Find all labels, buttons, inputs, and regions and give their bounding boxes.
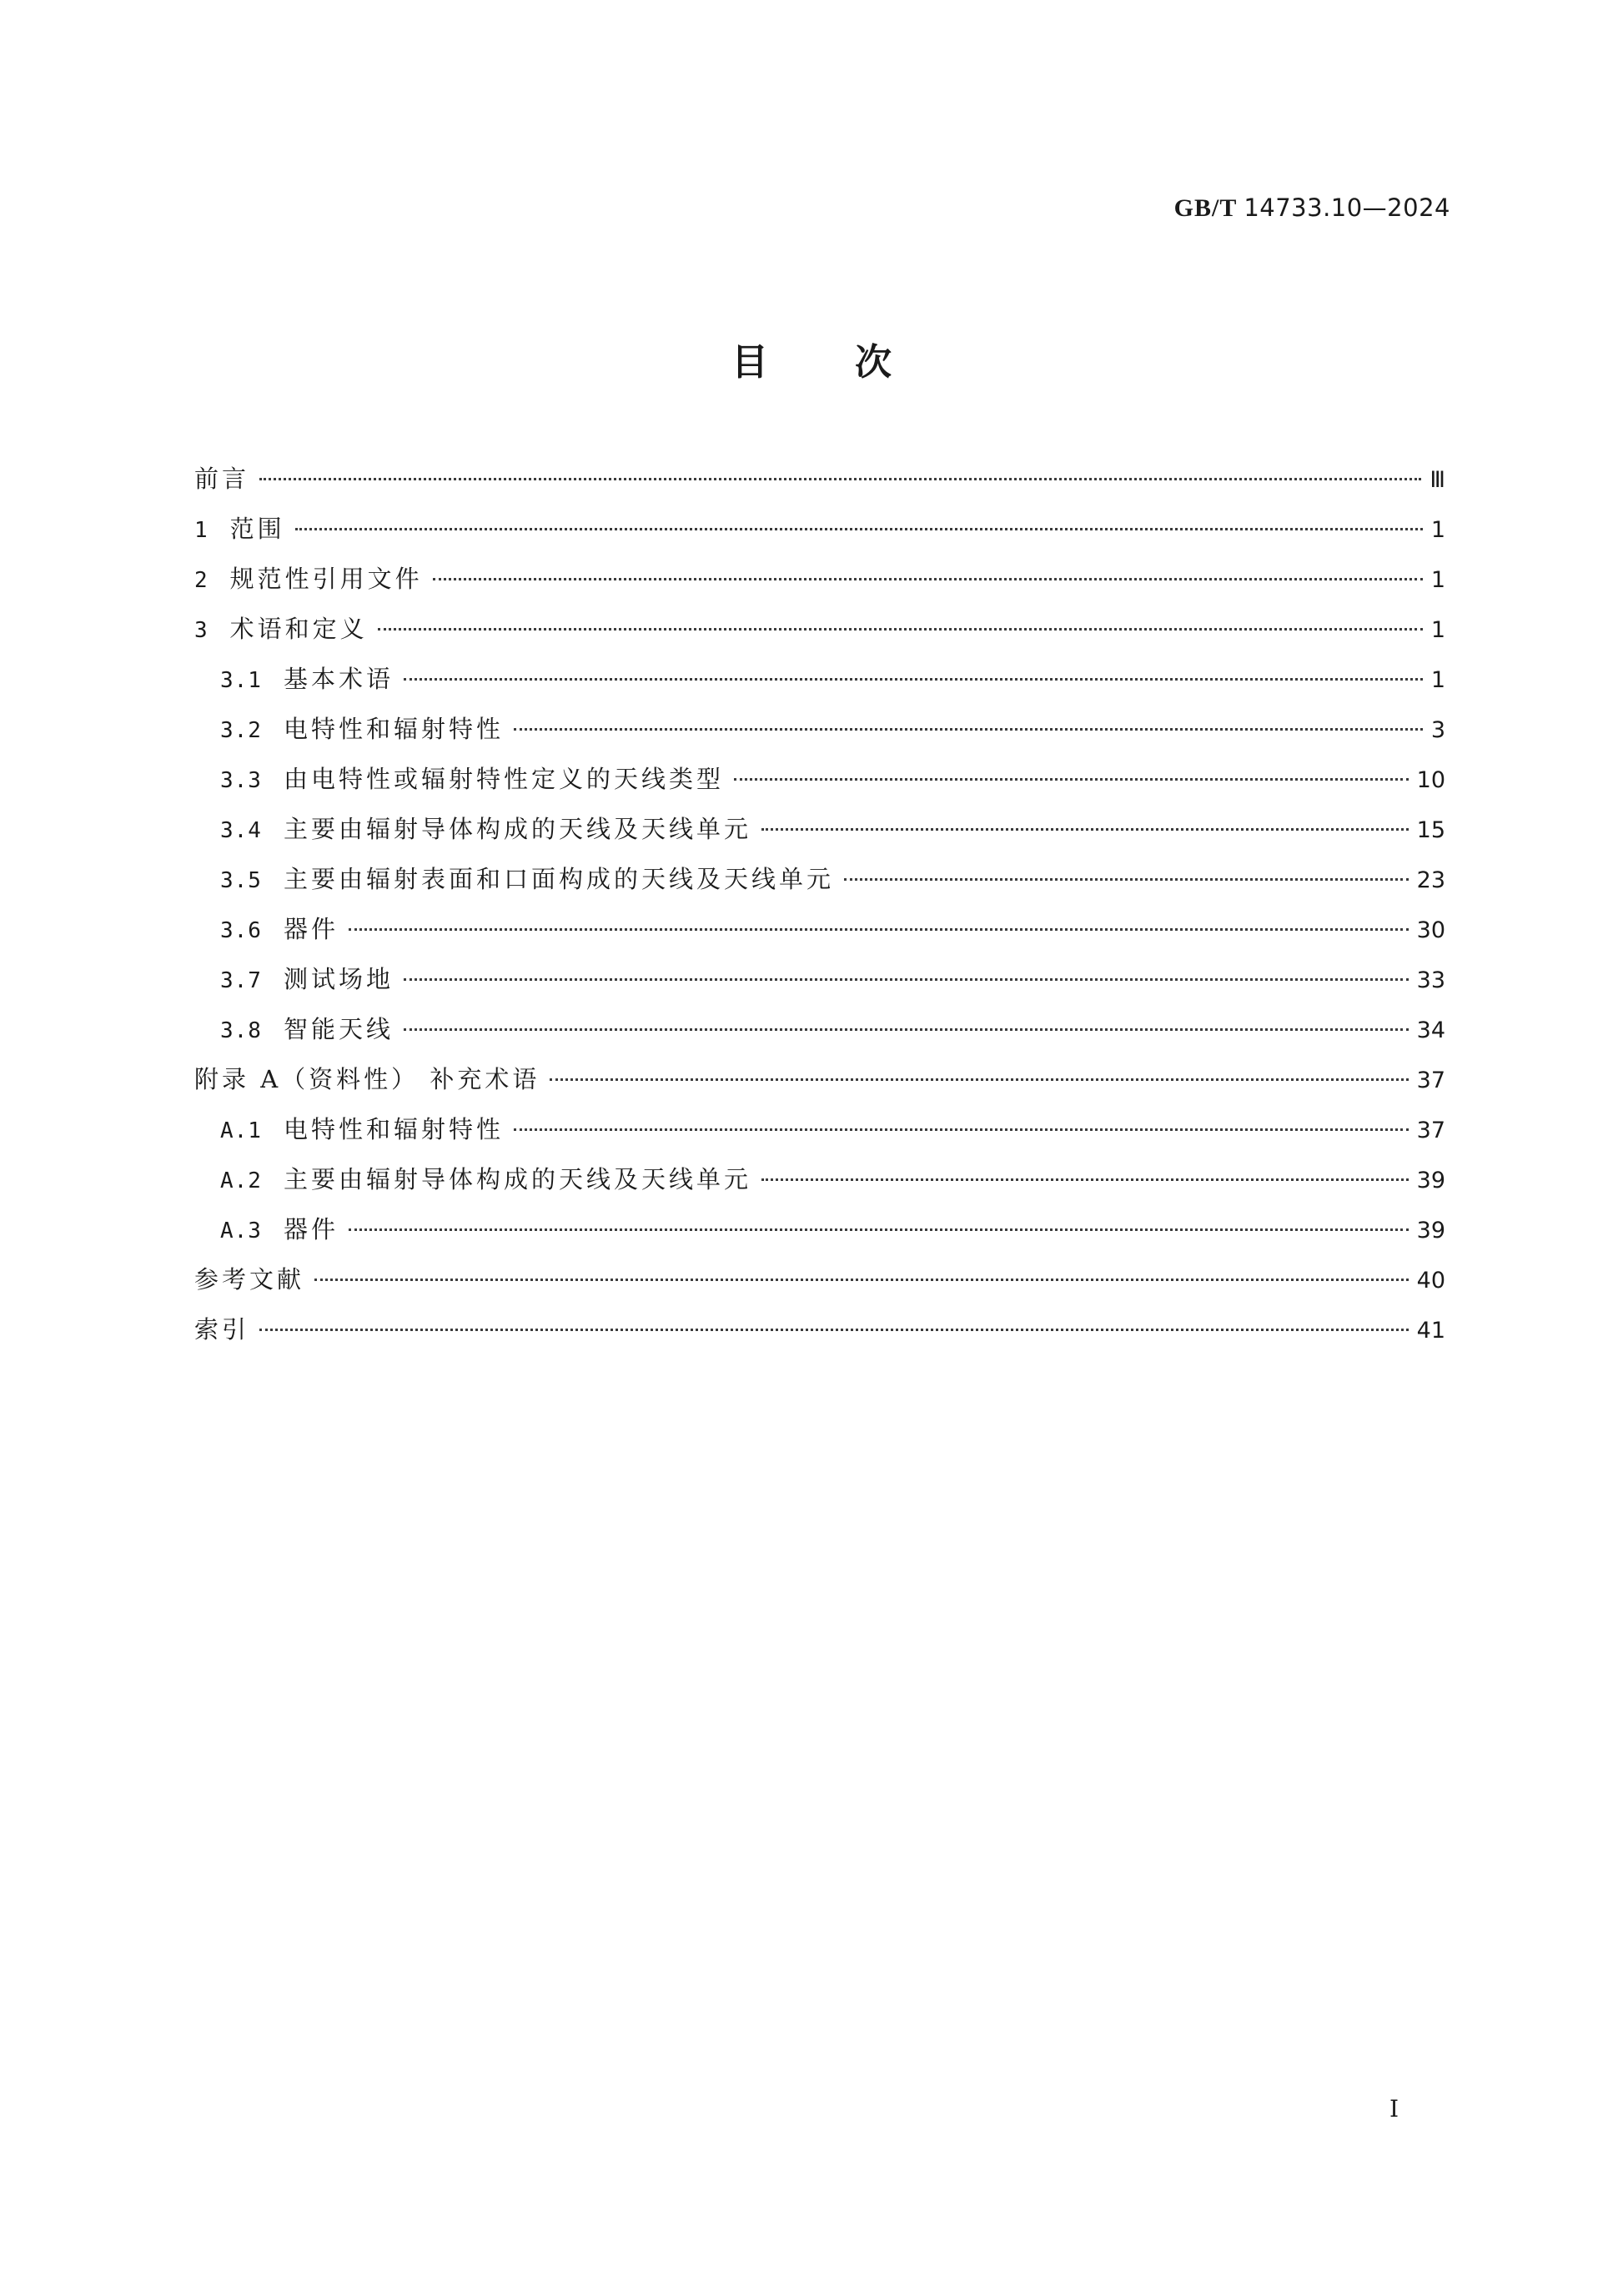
- toc-entry[interactable]: [194, 610, 1445, 661]
- toc-entry-label: 测试场地: [283, 965, 394, 993]
- toc-entry[interactable]: [194, 1311, 1445, 1361]
- toc-entry[interactable]: [194, 911, 1445, 961]
- toc-entry[interactable]: [194, 460, 1445, 510]
- toc-dot-leader: [259, 1311, 1409, 1338]
- toc-entry-label: 器件: [283, 1215, 339, 1243]
- toc-entry-number: 3.3: [220, 768, 262, 793]
- toc-dot-leader: [349, 911, 1409, 937]
- toc-entry[interactable]: [194, 811, 1445, 861]
- standard-prefix: GB/T: [1173, 194, 1237, 222]
- toc-entry[interactable]: [194, 510, 1445, 560]
- page-number: Ⅰ: [1389, 2097, 1399, 2123]
- toc-entry-number: 1: [194, 518, 209, 543]
- title-char-1: 目: [731, 341, 768, 384]
- standard-code: 14733.10—2024: [1244, 193, 1450, 222]
- toc-entry-page: Ⅲ: [1430, 467, 1445, 493]
- toc-entry-page: 39: [1416, 1168, 1445, 1193]
- toc-entry-number: 3.7: [220, 968, 262, 993]
- toc-entry-number: A.1: [220, 1118, 262, 1143]
- page-title: [0, 332, 1623, 385]
- toc-dot-leader: [844, 861, 1409, 887]
- toc-entry-page: 1: [1430, 517, 1445, 543]
- toc-dot-leader: [761, 811, 1409, 837]
- toc-entry-number: A.3: [220, 1218, 262, 1243]
- toc-entry-label: 智能天线: [283, 1015, 394, 1043]
- toc-dot-leader: [514, 711, 1423, 737]
- toc-entry[interactable]: [194, 1011, 1445, 1061]
- toc-entry-label: 主要由辐射导体构成的天线及天线单元: [283, 1165, 751, 1193]
- toc-entry-page: 10: [1416, 767, 1445, 793]
- toc-entry[interactable]: [194, 1161, 1445, 1211]
- toc-entry-page: 1: [1430, 567, 1445, 593]
- toc-entry-page: 39: [1416, 1218, 1445, 1243]
- toc-entry-number: 3.6: [220, 918, 262, 943]
- toc-entry-label: 附录 A（资料性） 补充术语: [194, 1065, 540, 1093]
- toc-entry-page: 23: [1416, 867, 1445, 893]
- toc-entry-label: 电特性和辐射特性: [283, 715, 504, 743]
- toc-entry[interactable]: [194, 1111, 1445, 1161]
- toc-dot-leader: [349, 1211, 1409, 1238]
- toc-entry[interactable]: [194, 1061, 1445, 1111]
- title-char-2: 次: [855, 341, 892, 384]
- toc-entry-number: 3.8: [220, 1018, 262, 1043]
- toc-entry-number: 3: [194, 618, 209, 643]
- toc-dot-leader: [550, 1061, 1408, 1088]
- toc-entry-label: 参考文献: [194, 1265, 305, 1294]
- toc-entry-page: 37: [1416, 1118, 1445, 1143]
- toc-dot-leader: [378, 610, 1423, 637]
- toc-entry-label: 器件: [283, 915, 339, 943]
- toc-entry-label: 由电特性或辐射特性定义的天线类型: [283, 765, 724, 793]
- standard-number: [1174, 193, 1450, 223]
- toc-entry[interactable]: [194, 1211, 1445, 1261]
- toc-entry-label: 前言: [194, 465, 250, 493]
- toc-entry-label: 主要由辐射表面和口面构成的天线及天线单元: [283, 865, 834, 893]
- toc-entry-label: 主要由辐射导体构成的天线及天线单元: [283, 815, 751, 843]
- toc-entry[interactable]: [194, 861, 1445, 911]
- toc-entry-label: 电特性和辐射特性: [283, 1115, 504, 1143]
- table-of-contents: [194, 460, 1445, 1361]
- toc-dot-leader: [259, 460, 1421, 487]
- toc-dot-leader: [314, 1261, 1409, 1288]
- toc-entry[interactable]: [194, 711, 1445, 761]
- toc-entry-page: 1: [1430, 617, 1445, 643]
- toc-entry-page: 41: [1416, 1318, 1445, 1344]
- toc-entry-page: 37: [1416, 1068, 1445, 1093]
- toc-entry-page: 15: [1416, 817, 1445, 843]
- toc-entry-number: 3.2: [220, 718, 262, 743]
- toc-entry[interactable]: [194, 661, 1445, 711]
- toc-dot-leader: [404, 1011, 1409, 1037]
- toc-entry[interactable]: [194, 761, 1445, 811]
- toc-dot-leader: [295, 510, 1423, 537]
- toc-dot-leader: [734, 761, 1409, 787]
- toc-entry[interactable]: [194, 1261, 1445, 1311]
- toc-dot-leader: [433, 560, 1423, 587]
- toc-dot-leader: [514, 1111, 1409, 1138]
- toc-entry-page: 40: [1416, 1268, 1445, 1294]
- toc-entry-number: A.2: [220, 1168, 262, 1193]
- toc-entry-label: 基本术语: [283, 665, 394, 693]
- toc-dot-leader: [404, 661, 1423, 687]
- toc-entry-number: 2: [194, 568, 209, 593]
- toc-entry-page: 1: [1430, 667, 1445, 693]
- toc-entry-label: 索引: [194, 1315, 250, 1344]
- toc-entry-number: 3.4: [220, 818, 262, 843]
- toc-entry[interactable]: [194, 560, 1445, 610]
- toc-entry-label: 范围: [229, 515, 285, 543]
- toc-entry-page: 34: [1416, 1017, 1445, 1043]
- toc-entry-label: 规范性引用文件: [229, 565, 423, 593]
- toc-entry-number: 3.1: [220, 668, 262, 693]
- toc-entry-page: 30: [1416, 917, 1445, 943]
- toc-entry-page: 3: [1430, 717, 1445, 743]
- toc-entry-label: 术语和定义: [229, 615, 368, 643]
- toc-entry[interactable]: [194, 961, 1445, 1011]
- toc-entry-page: 33: [1416, 967, 1445, 993]
- toc-entry-number: 3.5: [220, 868, 262, 893]
- toc-dot-leader: [404, 961, 1409, 987]
- toc-dot-leader: [761, 1161, 1409, 1188]
